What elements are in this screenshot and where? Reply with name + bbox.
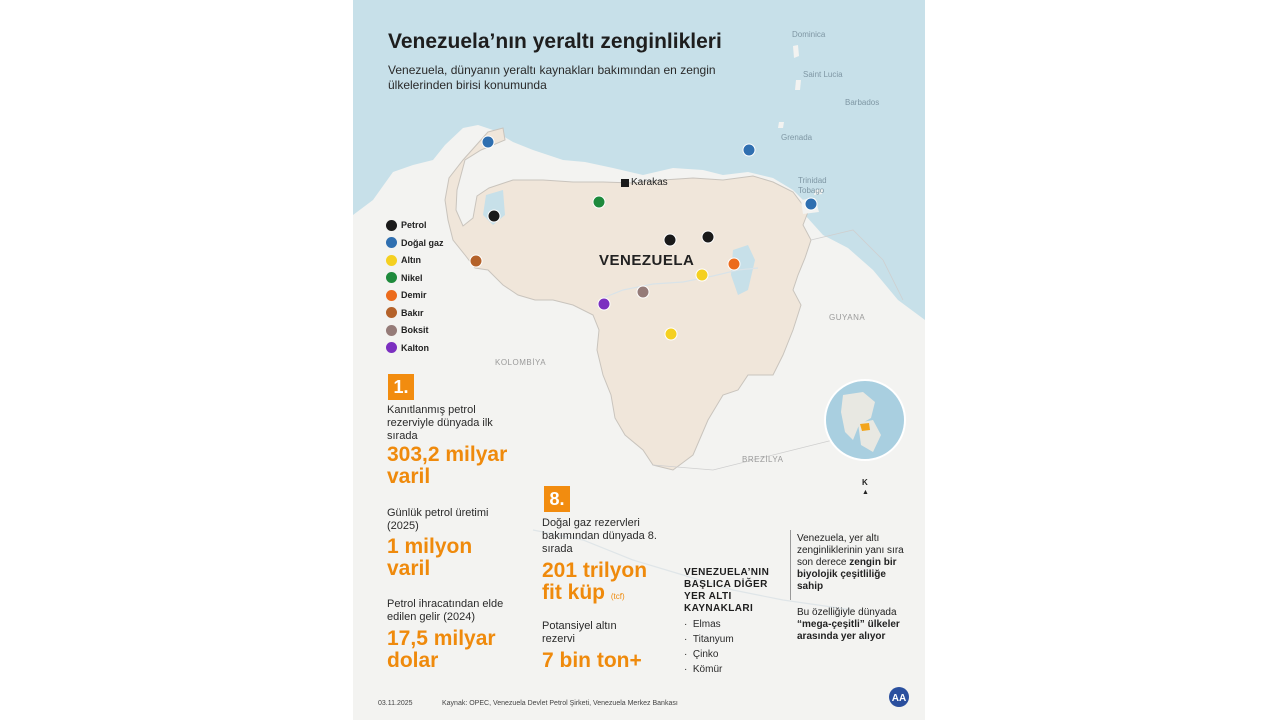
marker-altin bbox=[696, 269, 708, 281]
list-item bbox=[684, 664, 734, 679]
divider bbox=[790, 530, 791, 600]
daily-production-value: 1 milyon varil bbox=[387, 535, 473, 580]
gas-unit: (tcf) bbox=[610, 592, 625, 601]
marker-petrol bbox=[664, 234, 676, 246]
oil-rank-text: Kanıtlanmış petrol rezerviyle dünyada ilk sırada bbox=[387, 404, 493, 442]
legend-label: Altın bbox=[401, 255, 421, 265]
legend-item-demir bbox=[386, 288, 444, 302]
export-revenue-label: Petrol ihracatından elde edilen gelir (2024) bbox=[387, 598, 504, 623]
page-title: Venezuela’nın yeraltı zenginlikleri bbox=[388, 30, 722, 53]
neighbor-label-guyana: GUYANA bbox=[829, 313, 866, 322]
legend-dot-icon bbox=[386, 342, 397, 353]
legend-label: Doğal gaz bbox=[401, 237, 444, 248]
marker-dogal-gaz bbox=[482, 136, 494, 148]
compass-label: K bbox=[862, 478, 868, 487]
bullet-icon: · bbox=[684, 619, 693, 630]
legend-label: Demir bbox=[401, 290, 427, 300]
island-label-barbados: Barbados bbox=[845, 98, 880, 107]
legend-dot-icon bbox=[386, 237, 397, 248]
list-item bbox=[684, 619, 734, 634]
oil-reserve-value: 303,2 milyar varil bbox=[387, 443, 508, 488]
daily-production-label: Günlük petrol üretimi (2025) bbox=[387, 507, 489, 532]
legend-dot-icon bbox=[386, 220, 397, 231]
legend-item-boksit bbox=[386, 323, 444, 337]
export-revenue-value: 17,5 milyar dolar bbox=[387, 627, 496, 672]
island-label-dominica: Dominica bbox=[792, 30, 826, 39]
legend-label: Nikel bbox=[401, 272, 423, 283]
megadiverse-note bbox=[797, 607, 909, 643]
oil-rank-badge: 1. bbox=[388, 374, 414, 400]
gas-reserve-value bbox=[542, 560, 667, 608]
island-label-saint-lucia: Saint Lucia bbox=[803, 70, 843, 79]
marker-petrol bbox=[488, 210, 500, 222]
legend-dot-icon bbox=[386, 290, 397, 301]
marker-bakir bbox=[470, 255, 482, 267]
marker-petrol bbox=[702, 231, 714, 243]
legend-label: Kalton bbox=[401, 342, 429, 353]
biodiversity-note bbox=[797, 533, 909, 593]
marker-kalton bbox=[598, 298, 610, 310]
locator-globe bbox=[825, 380, 905, 460]
gas-rank-badge: 8. bbox=[544, 486, 570, 512]
legend-item-nikel bbox=[386, 271, 444, 285]
list-item bbox=[684, 634, 734, 649]
gold-reserve-value: 7 bin ton+ bbox=[542, 649, 642, 672]
legend-item-bakir bbox=[386, 306, 444, 320]
note-emphasis: zengin bir biyolojik çeşitliliğe sahip bbox=[797, 557, 897, 592]
legend-label: Boksit bbox=[401, 325, 429, 335]
legend-item-kalton bbox=[386, 341, 444, 355]
gold-reserve-label: Potansiyel altın rezervi bbox=[542, 620, 617, 645]
resource-label: Elmas bbox=[692, 619, 721, 630]
bullet-icon: · bbox=[684, 649, 693, 660]
resource-label: Kömür bbox=[692, 664, 723, 675]
island-saint-lucia bbox=[795, 80, 801, 90]
note-text: Venezuela, yer altı zenginliklerinin yanı sıra son derece bbox=[797, 533, 904, 568]
legend-dot-icon bbox=[386, 272, 397, 283]
island-dominica bbox=[793, 45, 799, 58]
legend-item-dogal-gaz bbox=[386, 236, 444, 250]
island-label-trinidad-tobago: Trinidad Tobago bbox=[798, 176, 827, 195]
legend-label: Petrol bbox=[401, 220, 427, 230]
resource-label: Çinko bbox=[692, 649, 719, 660]
footer-date: 03.11.2025 bbox=[378, 700, 413, 707]
footer-source: Kaynak: OPEC, Venezuela Devlet Petrol Şirketi, Venezuela Merkez Bankası bbox=[442, 700, 678, 707]
note-emphasis: “mega-çeşitli” ülkeler arasında yer alıyor bbox=[797, 619, 900, 642]
neighbor-label-colombia: KOLOMBİYA bbox=[495, 358, 547, 367]
page-subtitle: Venezuela, dünyanın yeraltı kaynakları bakımından en zengin ülkelerinden birisi konumunda bbox=[388, 63, 716, 92]
list-item bbox=[684, 649, 734, 664]
legend-dot-icon bbox=[386, 255, 397, 266]
gas-rank-text: Doğal gaz rezervleri bakımından dünyada 8. sırada bbox=[542, 517, 657, 555]
legend-item-petrol bbox=[386, 218, 444, 232]
resources-list bbox=[684, 619, 734, 679]
island-grenada bbox=[778, 122, 784, 128]
capital-label: Karakas bbox=[631, 177, 668, 188]
marker-dogal-gaz bbox=[743, 144, 755, 156]
infographic-poster bbox=[353, 0, 925, 720]
marker-altin bbox=[665, 328, 677, 340]
gas-value-text: 201 trilyon fit küp bbox=[542, 559, 648, 604]
compass-north bbox=[862, 478, 869, 496]
aa-logo bbox=[888, 686, 910, 708]
legend bbox=[386, 218, 444, 355]
resource-label: Titanyum bbox=[692, 634, 734, 645]
note-text: Bu özelliğiyle dünyada bbox=[797, 607, 897, 618]
island-label-grenada: Grenada bbox=[781, 133, 813, 142]
country-label: VENEZUELA bbox=[599, 252, 695, 269]
bullet-icon: · bbox=[684, 634, 693, 645]
resources-title: VENEZUELA’NIN BAŞLICA DİĞER YER ALTI KAYNAKLARI bbox=[684, 567, 770, 614]
legend-label: Bakır bbox=[401, 307, 424, 318]
marker-dogal-gaz bbox=[805, 198, 817, 210]
legend-dot-icon bbox=[386, 307, 397, 318]
legend-dot-icon bbox=[386, 325, 397, 336]
logo-text: AA bbox=[891, 693, 907, 704]
marker-nikel bbox=[593, 196, 605, 208]
marker-demir bbox=[728, 258, 740, 270]
bullet-icon: · bbox=[684, 664, 693, 675]
north-arrow-icon: ▲ bbox=[862, 489, 869, 496]
neighbor-label-brazil: BREZİLYA bbox=[742, 455, 784, 464]
legend-item-altin bbox=[386, 253, 444, 267]
capital-marker bbox=[621, 179, 629, 187]
marker-boksit bbox=[637, 286, 649, 298]
